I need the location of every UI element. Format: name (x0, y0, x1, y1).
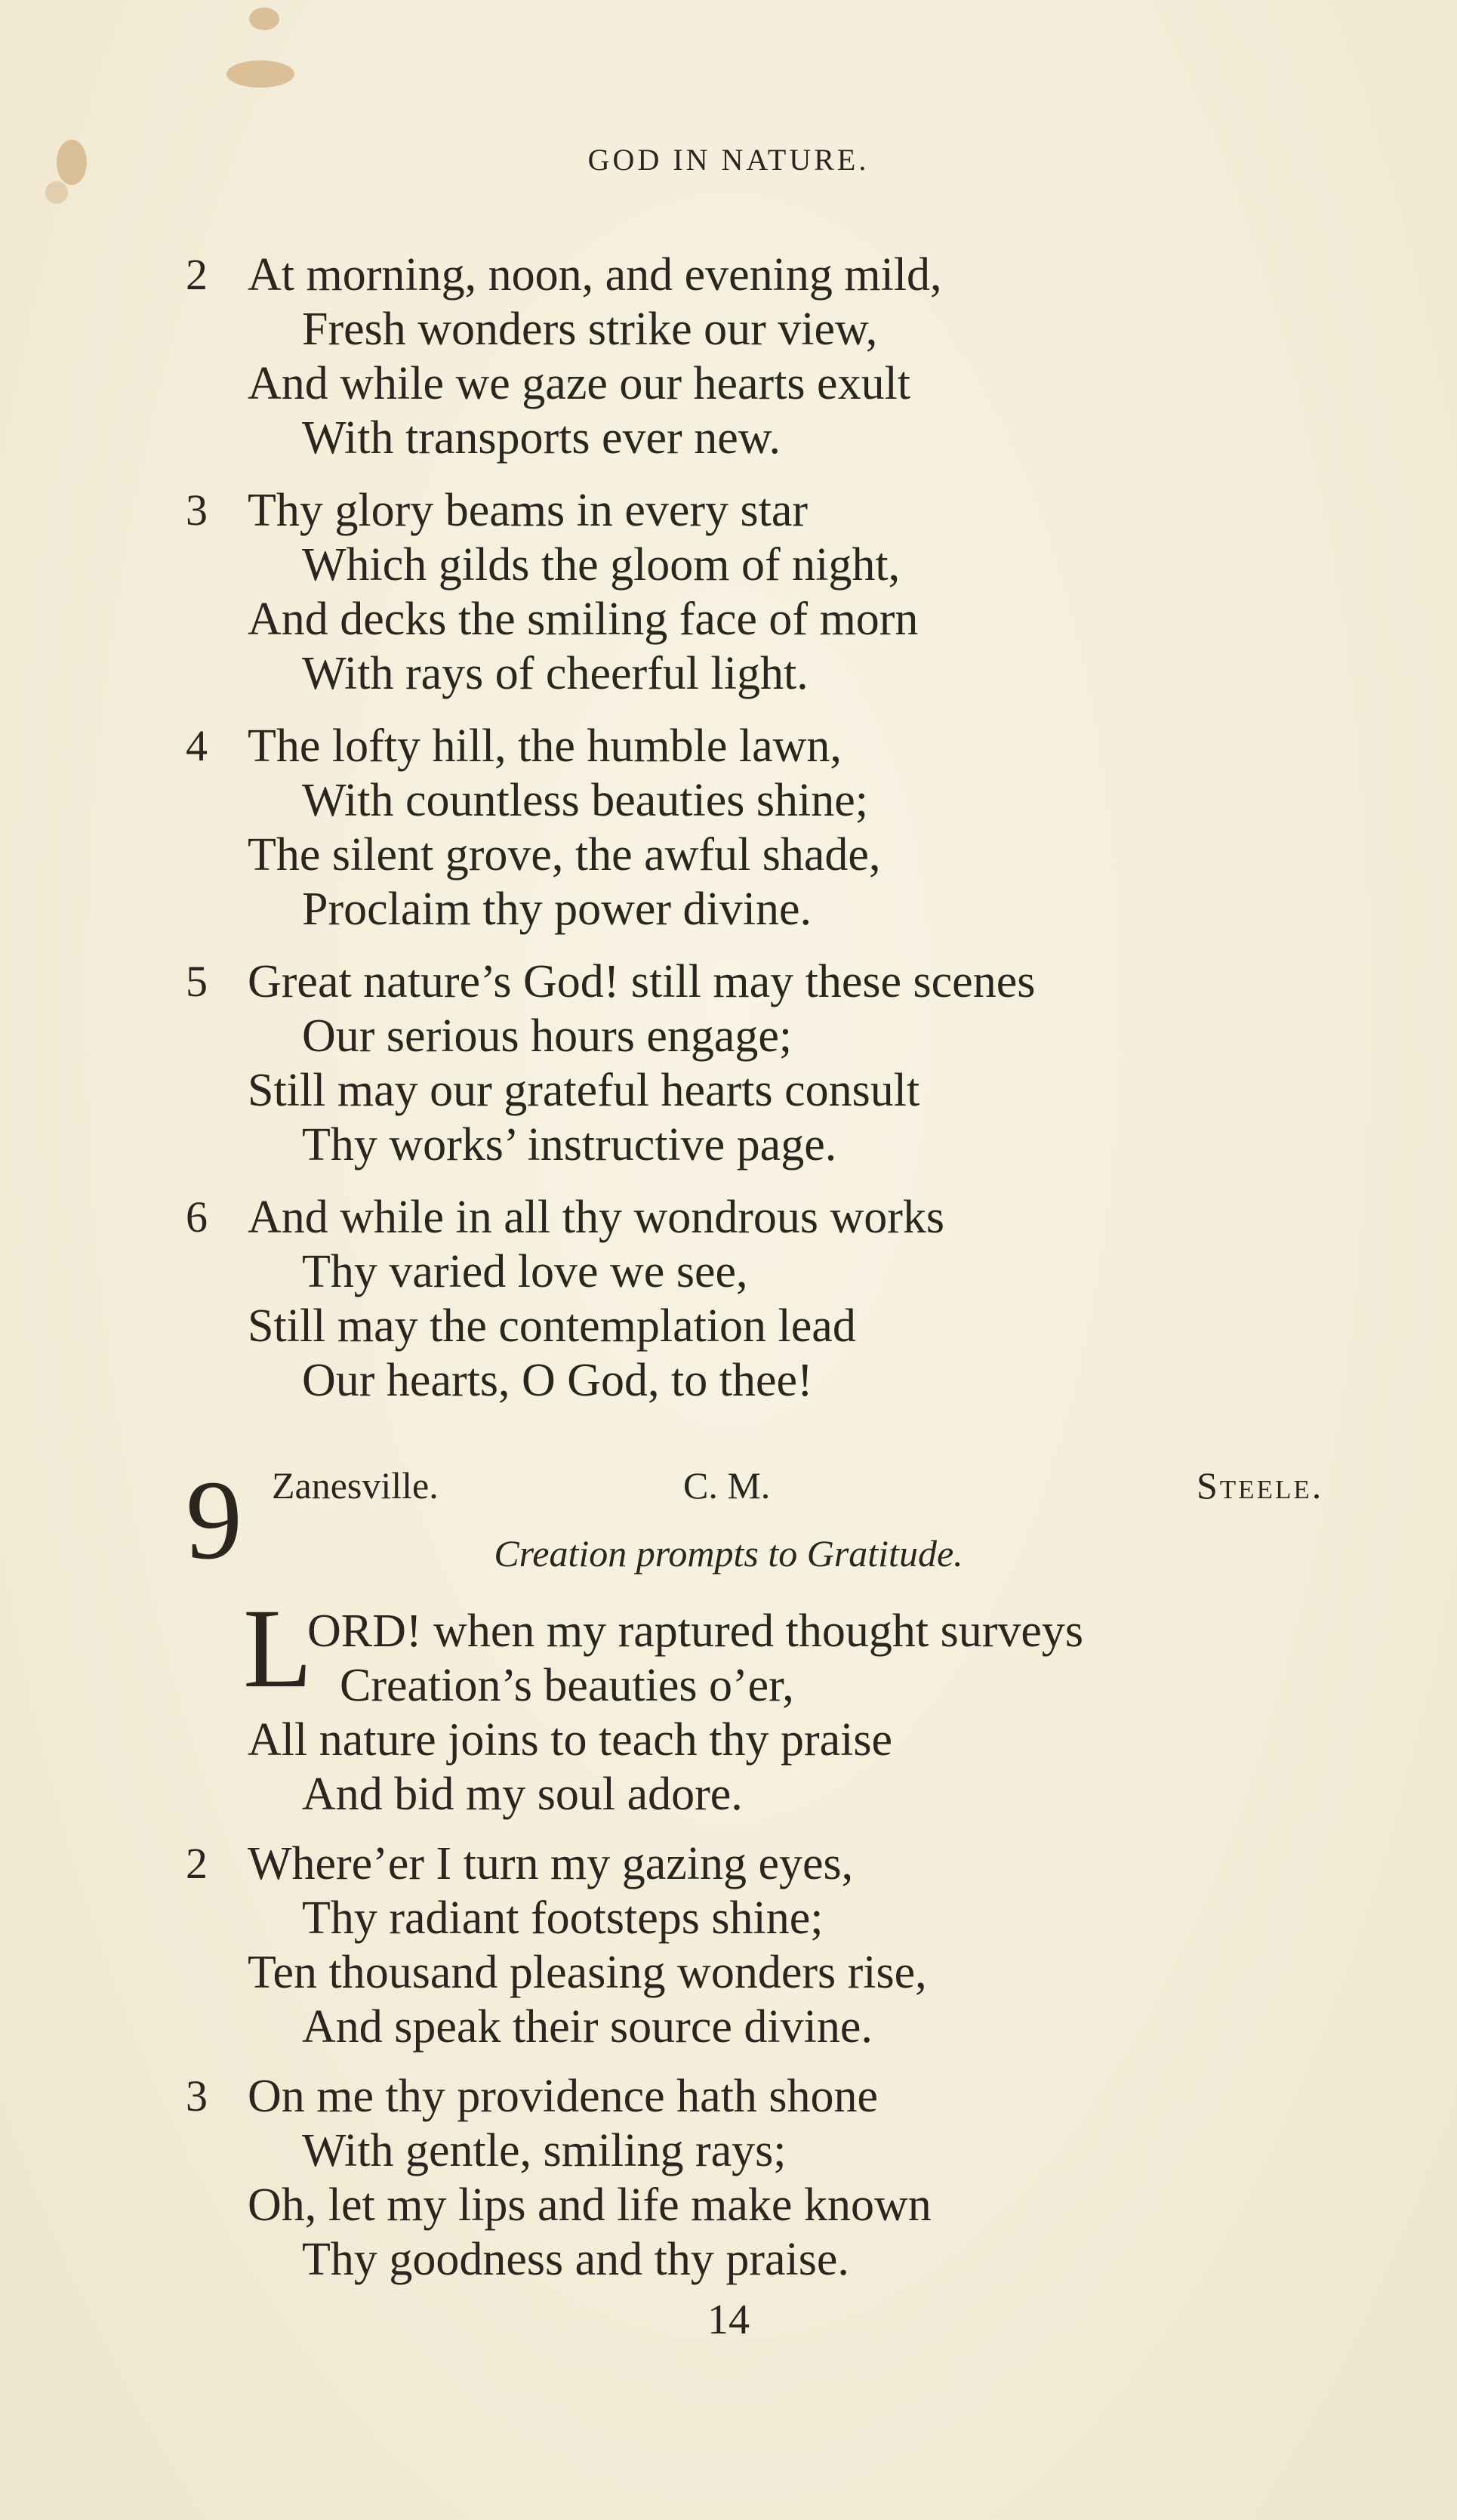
verse-line: And speak their source divine. (302, 2001, 873, 2053)
verse-line: And decks the smiling face of morn (248, 594, 919, 645)
stanza-number: 2 (186, 250, 208, 299)
stanza-number: 5 (186, 957, 208, 1006)
verse-line: And while we gaze our hearts exult (248, 358, 911, 409)
hymn-8-stanza-6 (186, 1190, 945, 1408)
stanza-3 (186, 483, 919, 701)
stanza-number: 6 (186, 1192, 208, 1241)
verse-line: Our hearts, O God, to thee! (302, 1355, 813, 1406)
verse-line: Our serious hours engage; (302, 1010, 793, 1062)
stanza-1 (189, 1604, 1083, 1821)
verse-line: With transports ever new. (302, 412, 781, 464)
hymn-9-stanza-3 (186, 2069, 932, 2287)
verse-line: And while in all thy wondrous works (248, 1192, 945, 1243)
verse-line: Oh, let my lips and life make known (248, 2179, 932, 2231)
running-head: GOD IN NATURE. (587, 143, 870, 177)
verse-line: Thy goodness and thy praise. (302, 2234, 849, 2285)
verse-line: Creation’s beauties o’er, (340, 1660, 794, 1711)
stain-mark (226, 60, 294, 88)
verse-line: With gentle, smiling rays; (302, 2125, 787, 2176)
hymn-title: Creation prompts to Gratitude. (494, 1532, 963, 1575)
stanza-4 (186, 719, 881, 936)
verse-line: Which gilds the gloom of night, (302, 539, 901, 591)
stanza-number: 3 (186, 2071, 208, 2121)
stanza-number: 4 (186, 721, 208, 770)
meter: C. M. (683, 1464, 771, 1507)
verse-line: With rays of cheerful light. (302, 648, 809, 699)
tune-name: Zanesville. (272, 1464, 439, 1507)
stanza-3 (186, 2069, 932, 2287)
author: Steele. (1197, 1464, 1324, 1507)
verse-line: Thy radiant footsteps shine; (302, 1892, 824, 1944)
stanza-5 (186, 955, 1036, 1172)
stanza-number: 3 (186, 486, 208, 535)
stanza-6 (186, 1190, 945, 1408)
verse-line: Fresh wonders strike our view, (302, 304, 878, 355)
verse-line: ORD! when my raptured thought surveys (307, 1605, 1083, 1657)
verse-line: And bid my soul adore. (302, 1769, 743, 1820)
verse-line: Ten thousand pleasing wonders rise, (248, 1947, 927, 1998)
hymn-8-stanzas (186, 248, 942, 465)
page-number: 14 (707, 2296, 750, 2343)
verse-line: Still may our grateful hearts consult (248, 1065, 920, 1116)
verse-line: At morning, noon, and evening mild, (248, 249, 942, 301)
hymn-8-stanza-4 (186, 719, 881, 936)
stain-mark (45, 181, 68, 204)
verse-line: With countless beauties shine; (302, 775, 868, 826)
verse-line: Proclaim thy power divine. (302, 884, 812, 935)
stanza-number: 2 (186, 1839, 208, 1888)
verse-line: All nature joins to teach thy praise (248, 1714, 892, 1766)
drop-cap: L (243, 1586, 313, 1711)
stanza-2 (186, 248, 942, 465)
stanza-2 (186, 1837, 927, 2054)
hymn-9-stanza-1 (189, 1604, 1083, 1821)
hymn-8-stanza-3 (186, 483, 919, 701)
hymn-8-stanza-5 (186, 955, 1036, 1172)
hymn-9-stanza-2 (186, 1837, 927, 2054)
verse-line: Thy works’ instructive page. (302, 1119, 837, 1171)
hymn-number: 9 (186, 1457, 242, 1583)
stain-mark (249, 8, 279, 30)
verse-line: On me thy providence hath shone (248, 2071, 879, 2122)
verse-line: Where’er I turn my gazing eyes, (248, 1838, 854, 1889)
verse-line: The silent grove, the awful shade, (248, 829, 881, 881)
verse-line: Thy varied love we see, (302, 1246, 748, 1297)
verse-line: The lofty hill, the humble lawn, (248, 720, 842, 772)
verse-line: Still may the contemplation lead (248, 1300, 856, 1352)
verse-line: Thy glory beams in every star (248, 485, 809, 536)
verse-line: Great nature’s God! still may these scenes (248, 956, 1036, 1007)
